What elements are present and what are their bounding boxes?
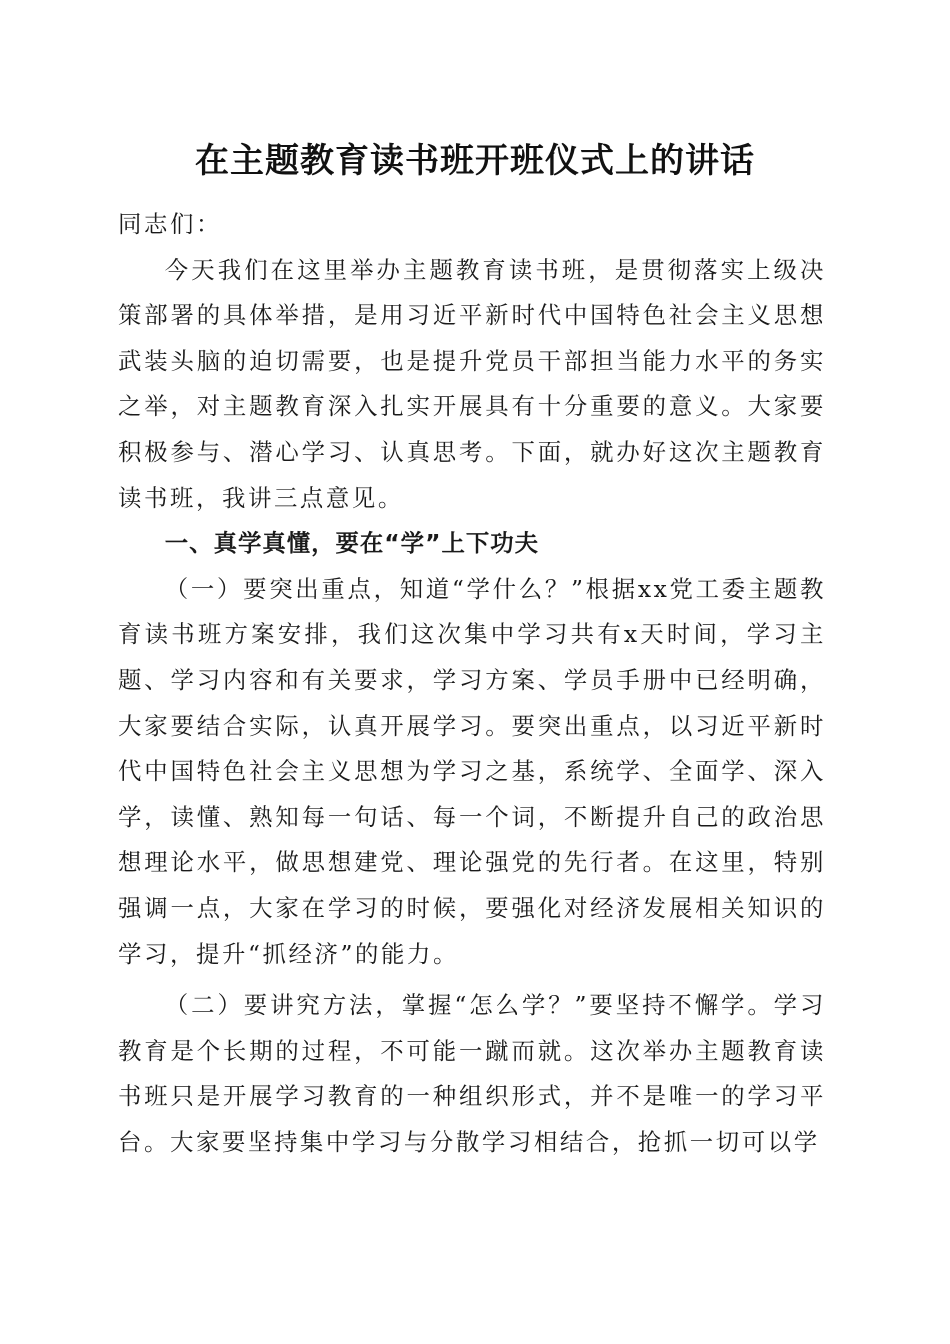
document-title: 在主题教育读书班开班仪式上的讲话 — [195, 141, 755, 181]
section-heading-1: 一、真学真懂，要在“学”上下功夫 — [164, 529, 540, 558]
opening-paragraph: 今天我们在这里举办主题教育读书班，是贯彻落实上级决策部署的具体举措，是用习近平新时代中国特色社会主义思想武装头脑的迫切需要，也是提升党员干部担当能力水平的务实之举，对主题教育深入扎实开展具有十分重要的意义。大家要积极参与、潜心学习、认真思考。下面，就办好这次主题教育读书班，我讲三点意见。 — [118, 255, 826, 512]
sub-section-2-paragraph: （二）要讲究方法，掌握“怎么学？”要坚持不懈学。学习教育是个长期的过程，不可能一蹴而就。这次举办主题教育读书班只是开展学习教育的一种组织形式，并不是唯一的学习平台。大家要坚持集中学习与分散学习相结合，抢抓一切可以学 — [118, 991, 826, 1156]
salutation: 同志们： — [118, 210, 222, 238]
sub-section-1-paragraph: （一）要突出重点，知道“学什么？”根据xx党工委主题教育读书班方案安排，我们这次集中学习共有x天时间，学习主题、学习内容和有关要求，学习方案、学员手册中已经明确，大家要结合实际，认真开展学习。要突出重点，以习近平新时代中国特色社会主义思想为学习之基，系统学、全面学、深入学，读懂、熟知每一句话、每一个词，不断提升自己的政治思想理论水平，做思想建党、理论强党的先行者。在这里，特别强调一点，大家在学习的时候，要强化对经济发展相关知识的学习，提升“抓经济”的能力。 — [118, 574, 826, 968]
document-body — [118, 202, 826, 1165]
